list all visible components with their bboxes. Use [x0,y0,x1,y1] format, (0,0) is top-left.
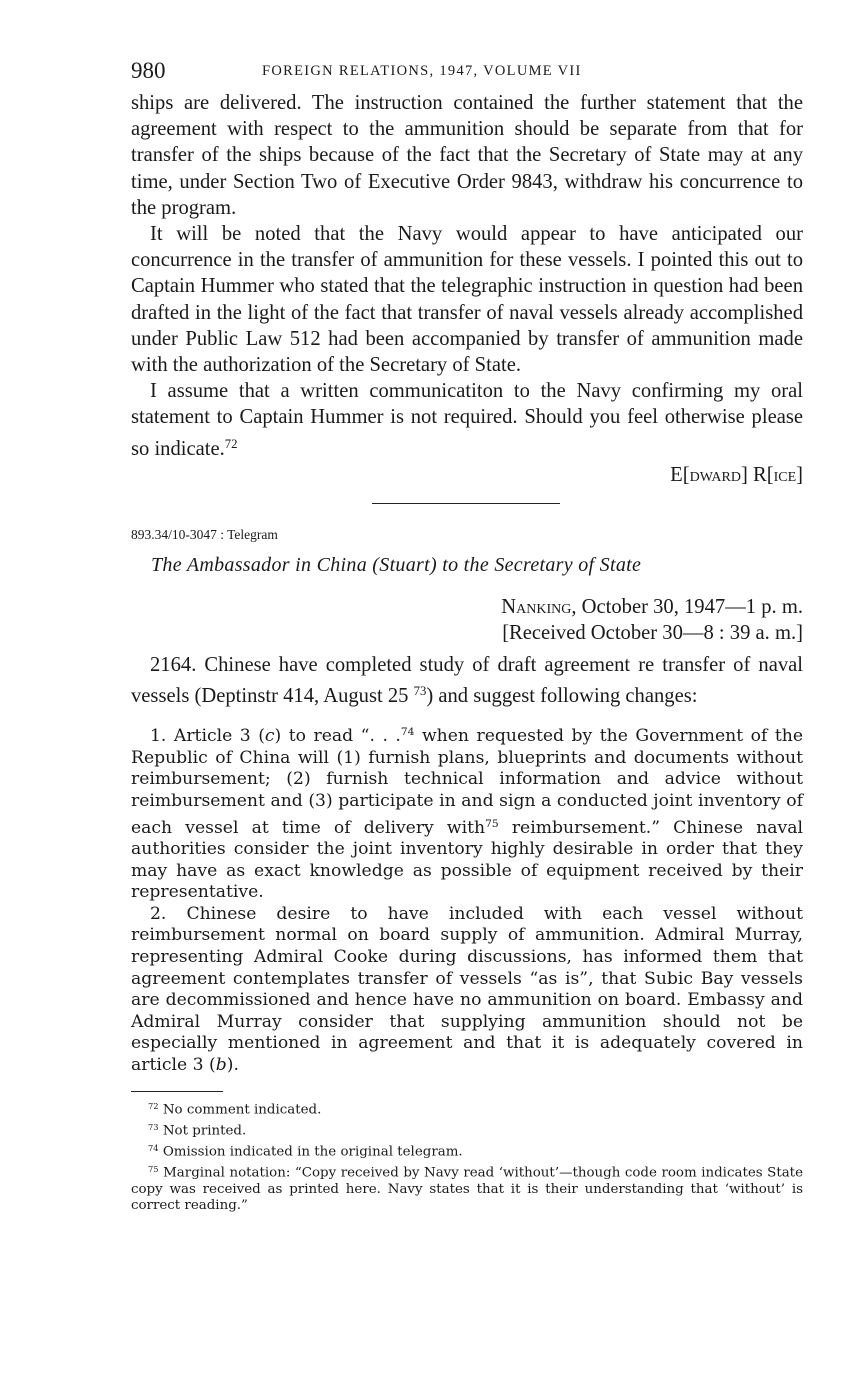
memo-paragraph-1: ships are delivered. The instruction contained the further statement that the agreement with respect to the ammunition should be separate from that for transfer of the ships because of the fact that the Secretary of State may at any time, under Section Two of Executive Order 9843, withdraw his concurrence to the program. [131,92,803,219]
page-header [131,56,803,90]
dateline-sent: Nanking, October 30, 1947—1 p. m. [501,595,803,618]
file-reference: 893.34/10-3047 : Telegram [131,526,278,542]
footnote-ref-72: 72 [224,436,238,451]
footnote-divider [131,1091,223,1092]
signature: E[dward] R[ice] [670,463,803,486]
section-divider [372,503,560,504]
memo-paragraph-3-text: I assume that a written communicatiton to the Navy confirming my oral statement to Captain Hummer is not required. Should you feel otherwise please so indicate. [131,380,803,460]
footnote-ref-73: 73 [413,684,427,699]
footnotes [131,1098,803,1215]
footnote-75: $^{75}$ Marginal notation: “Copy received by Navy read ‘without’—though code room indicates State copy was received as printed here. Navy states that it is their understanding that ‘without’ is correct reading.” [131,1163,803,1214]
memo-paragraph-2: It will be noted that the Navy would appear to have anticipated our concurrence in the transfer of ammunition for these vessels. I pointed this out to Captain Hummer who stated that the telegraphic instruction in question had been drafted in the light of the fact that transfer of naval vessels already accomplished under Public Law 512 had been accompanied by transfer of ammunition made with the authorization of the Secretary of State. [131,223,803,377]
telegram-item-2: 2. Chinese desire to have included with each vessel without reimbursement normal on board supply of ammunition. Admiral Murray, representing Admiral Cooke during discussions, has informed them that agreement contemplates transfer of vessels “as is”, that Subic Bay vessels are decommissioned and hence have no ammunition on board. Embassy and Admiral Murray consider that supplying ammunition should not be especially mentioned in agreement and that it is adequately covered in article 3 (b). [131,903,803,1075]
footnote-72: $^{72}$ No comment indicated. [148,1100,322,1118]
footnote-ref-74: 74 [400,725,415,739]
document-page [131,56,803,1215]
footnote-73: $^{73}$ Not printed. [148,1121,247,1139]
dateline [131,594,803,646]
running-title: FOREIGN RELATIONS, 1947, VOLUME VII [262,63,582,79]
telegram-item-1: 1. Article 3 (c) to read “. . .$^{74}$ when requested by the Government of the Republic of China will (1) furnish plans, blueprints and documents without reimbursement; (2) furnish technical information and advice without reimbursement and (3) participate in and sign a conducted joint inventory of each vessel at time of delivery with$^{75}$ reimbursement.” Chinese naval authorities consider the joint inventory highly desirable in order that they may have as exact knowledge as possible of equipment received by their representative. [131,725,803,903]
document-title: The Ambassador in China (Stuart) to the Secretary of State [151,553,642,576]
dateline-received: [Received October 30—8 : 39 a. m.] [502,621,803,644]
footnote-74: $^{74}$ Omission indicated in the original telegram. [148,1142,463,1160]
footnote-ref-75: 75 [485,816,499,830]
memo-paragraph-3 [131,378,803,462]
telegram-intro: 2164. Chinese have completed study of draft agreement re transfer of naval vessels (Deptinstr 414, August 25 $^{73}$) and suggest following changes: [131,653,803,708]
page-number: 980 [131,58,166,83]
